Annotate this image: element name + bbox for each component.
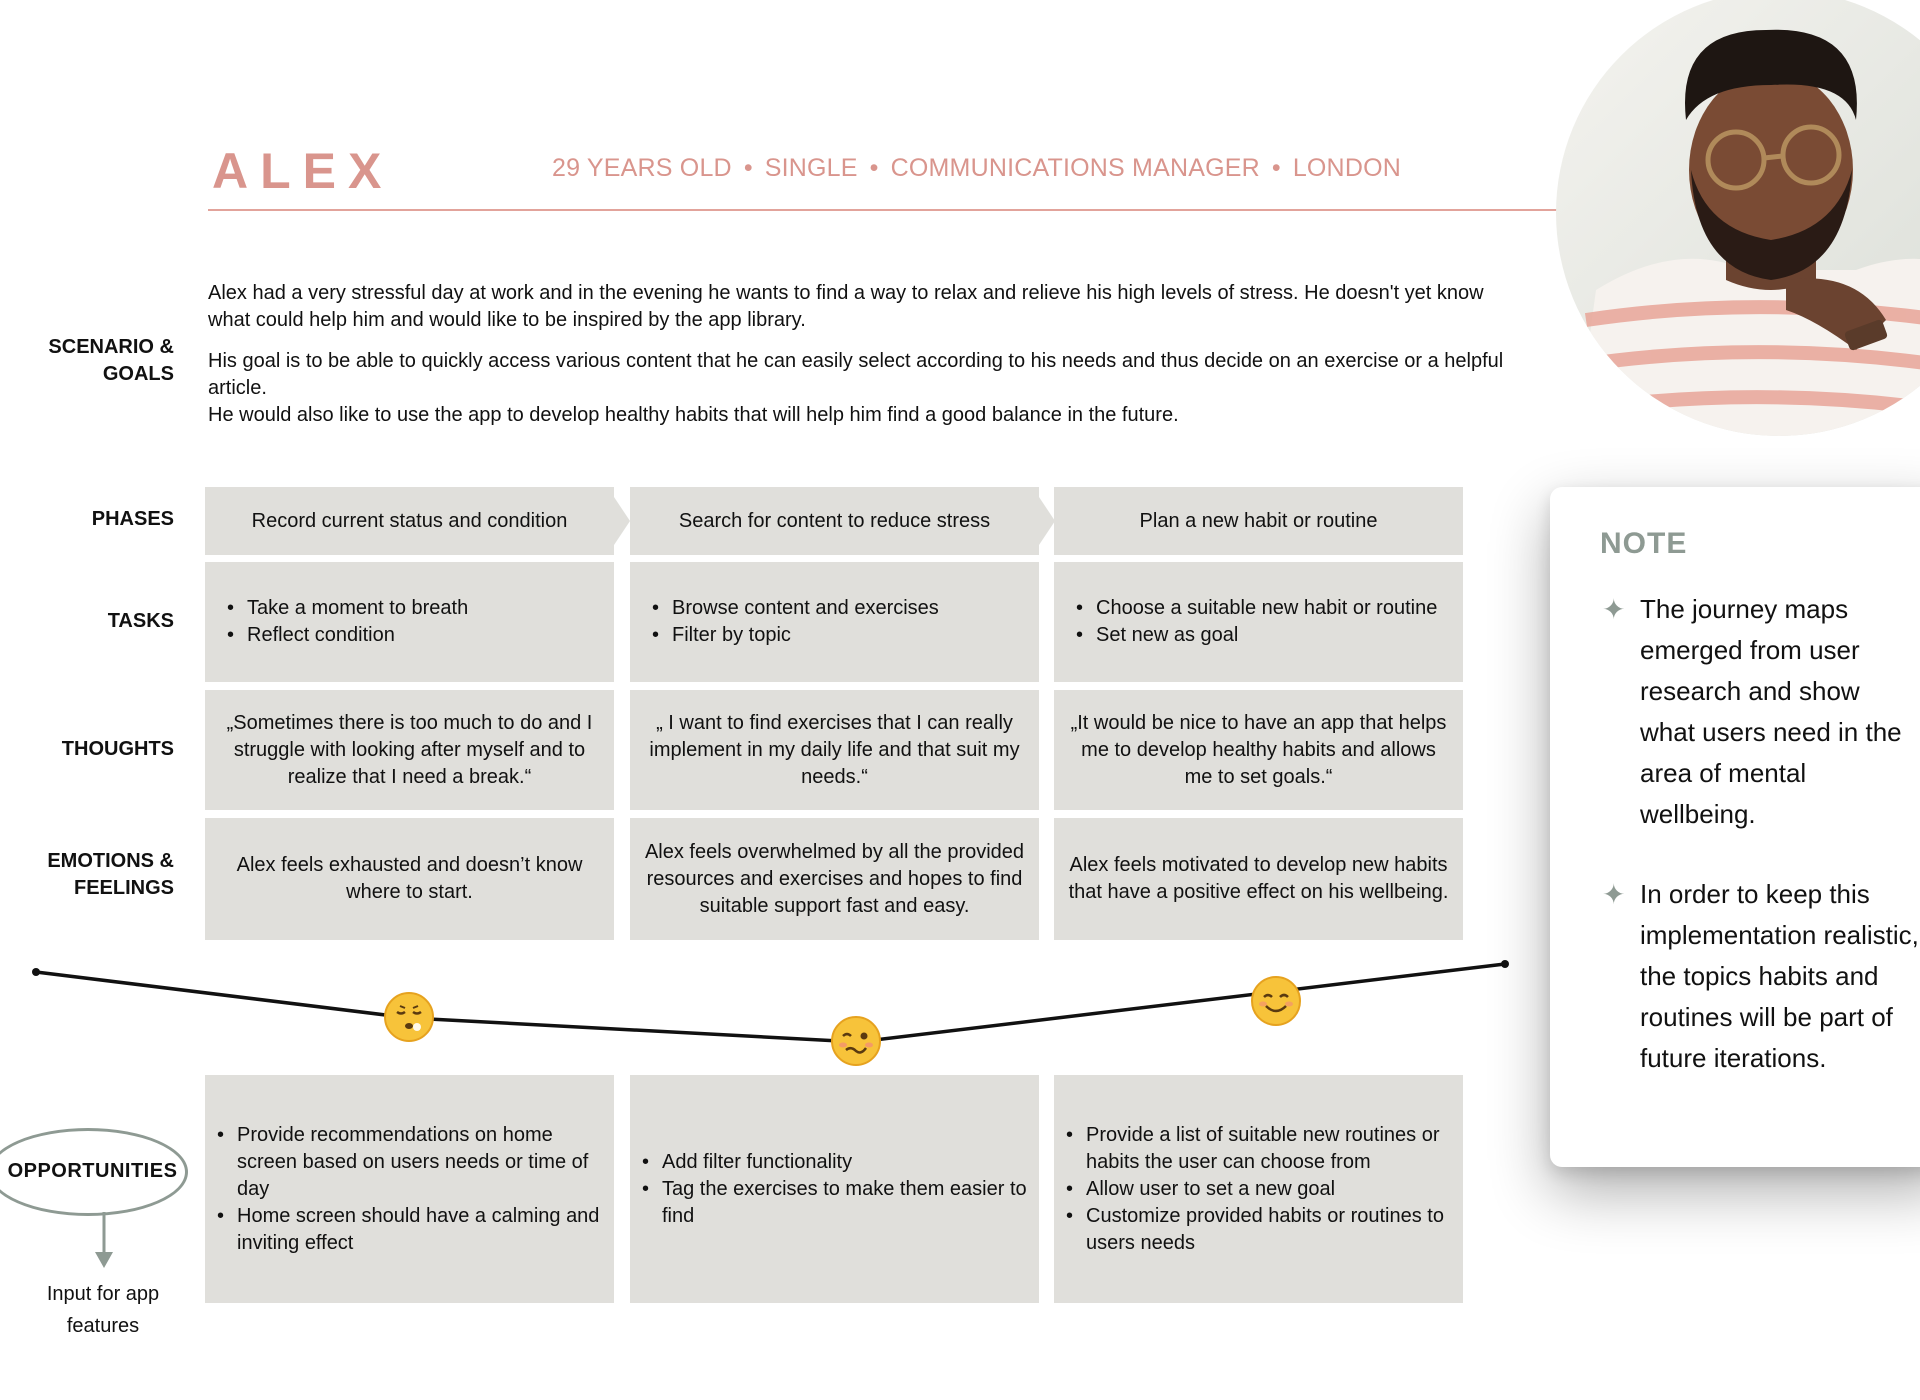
note-card (1550, 487, 1920, 1167)
opportunity-item: • Allow user to set a new goal (1066, 1176, 1453, 1203)
tasks-list (1076, 595, 1437, 649)
scenario-paragraph: He would also like to use the app to develop healthy habits that will help him find a good balance in the future. (208, 404, 1179, 426)
note-item-text: In order to keep this implementation realistic, the topics habits and routines will be part of future iterations. (1640, 879, 1919, 1073)
opportunity-list (217, 1122, 604, 1257)
opportunity-list (642, 1149, 1029, 1230)
emotion-cell: Alex feels motivated to develop new habits that have a positive effect on his wellbeing. (1054, 818, 1463, 940)
emotion-cell: Alex feels exhausted and doesn’t know where to start. (205, 818, 614, 940)
persona-city: LONDON (1292, 154, 1401, 182)
sparkle-icon: ✦ (1602, 594, 1626, 625)
tasks-cell (1054, 562, 1463, 682)
task-item: • Set new as goal (1076, 622, 1437, 649)
arrow-down-icon (90, 1212, 120, 1272)
note-item-text: The journey maps emerged from user research and show what users need in the area of mental wellbeing. (1640, 594, 1902, 829)
opportunity-item: • Tag the exercises to make them easier to find (642, 1176, 1029, 1230)
persona-status: SINGLE (764, 154, 858, 182)
thought-cell: „Sometimes there is too much to do and I struggle with looking after myself and to realize that I need a break.“ (205, 690, 614, 810)
opportunity-cell (630, 1075, 1039, 1303)
task-item: • Choose a suitable new habit or routine (1076, 595, 1437, 622)
note-title: NOTE (1600, 527, 1688, 560)
persona-name: ALEX (212, 143, 394, 199)
thoughts-label: THOUGHTS (61, 738, 174, 760)
tasks-list (652, 595, 939, 649)
opportunity-cell (205, 1075, 614, 1303)
sparkle-icon: ✦ (1602, 879, 1626, 910)
emotion-cell: Alex feels overwhelmed by all the provided resources and exercises and hopes to find suitable support fast and easy. (630, 818, 1039, 940)
input-for-app-features-label: Input for app features (46, 1283, 160, 1337)
phases-label: PHASES (91, 508, 174, 530)
tasks-label: TASKS (107, 610, 174, 632)
separator-dot: • (743, 154, 753, 182)
task-item: • Reflect condition (227, 622, 468, 649)
header-divider (208, 209, 1558, 211)
phase-arrow (1039, 497, 1055, 545)
scenario-goals-label: SCENARIO & GOALS (48, 336, 174, 385)
opportunity-item: • Add filter functionality (642, 1149, 1029, 1176)
note-item (1600, 589, 1920, 835)
opportunities-label: OPPORTUNITIES (7, 1160, 178, 1182)
opportunity-list (1066, 1122, 1453, 1257)
thought-cell: „It would be nice to have an app that helps me to develop healthy habits and allows me to set goals.“ (1054, 690, 1463, 810)
woozy-face-icon (831, 1016, 881, 1066)
task-item: • Take a moment to breath (227, 595, 468, 622)
scenario-paragraph: His goal is to be able to quickly access various content that he can easily select according to his needs and thus decide on an exercise or a helpful article. (208, 350, 1504, 399)
tasks-cell (205, 562, 614, 682)
opportunity-item: • Customize provided habits or routines to users needs (1066, 1203, 1453, 1257)
phase-cell: Search for content to reduce stress (630, 487, 1039, 555)
exhausted-face-icon (384, 992, 434, 1042)
persona-photo (1556, 0, 1920, 436)
opportunity-item: • Home screen should have a calming and inviting effect (217, 1203, 604, 1257)
task-item: • Filter by topic (652, 622, 939, 649)
persona-meta (552, 154, 1401, 183)
tasks-cell (630, 562, 1039, 682)
thought-cell: „ I want to find exercises that I can really implement in my daily life and that suit my needs.“ (630, 690, 1039, 810)
phase-cell: Record current status and condition (205, 487, 614, 555)
scenario-paragraph: Alex had a very stressful day at work and in the evening he wants to find a way to relax and relieve his high levels of stress. He doesn't yet know what could help him and would like to be inspired by the app library. (208, 282, 1484, 331)
persona-job: COMMUNICATIONS MANAGER (890, 154, 1260, 182)
emotions-feelings-label: EMOTIONS & FEELINGS (47, 850, 174, 899)
separator-dot: • (1271, 154, 1281, 182)
note-item (1600, 874, 1920, 1079)
smiling-face-icon (1251, 976, 1301, 1026)
scenario-text (208, 280, 1528, 443)
task-item: • Browse content and exercises (652, 595, 939, 622)
persona-age: 29 YEARS OLD (552, 154, 732, 182)
opportunity-item: • Provide recommendations on home screen based on users needs or time of day (217, 1122, 604, 1203)
tasks-list (227, 595, 468, 649)
opportunity-cell (1054, 1075, 1463, 1303)
phase-arrow (614, 497, 630, 545)
separator-dot: • (869, 154, 879, 182)
phase-cell: Plan a new habit or routine (1054, 487, 1463, 555)
opportunity-item: • Provide a list of suitable new routines or habits the user can choose from (1066, 1122, 1453, 1176)
